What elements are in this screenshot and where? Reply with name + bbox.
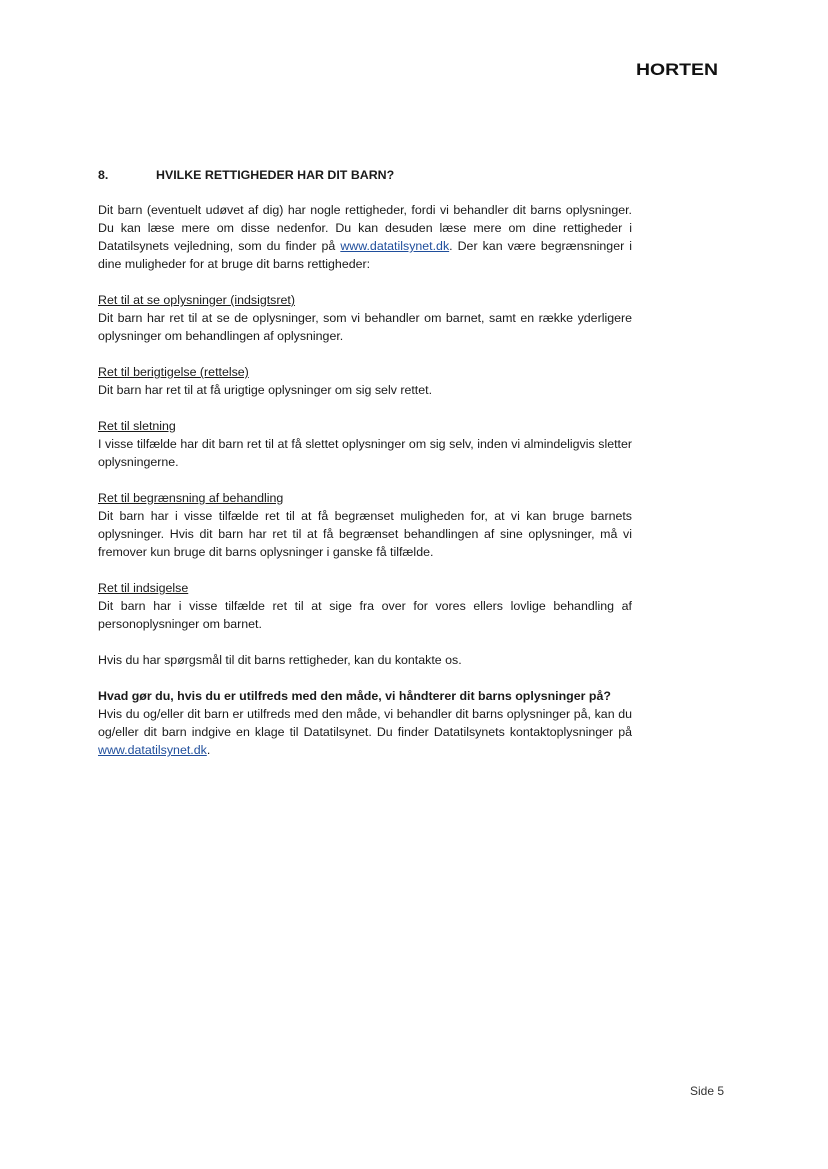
- right-title: Ret til indsigelse: [98, 581, 189, 595]
- page-number: Side 5: [690, 1084, 725, 1098]
- document-body: [98, 166, 632, 759]
- right-title: Ret til berigtigelse (rettelse): [98, 365, 249, 379]
- logo-text: HORTEN: [636, 60, 718, 78]
- complaint-paragraph: [98, 705, 632, 759]
- complaint-question: Hvad gør du, hvis du er utilfreds med den måde, vi håndterer dit barns oplysninger på?: [98, 689, 611, 703]
- right-restriction: [98, 489, 632, 561]
- section-heading: [98, 166, 632, 184]
- right-access: [98, 291, 632, 345]
- right-text: Dit barn har ret til at få urigtige oplysninger om sig selv rettet.: [98, 383, 433, 397]
- right-title: Ret til begrænsning af behandling: [98, 491, 284, 505]
- complaint-text: Hvis du og/eller dit barn er utilfreds med den måde, vi behandler dit barns oplysninger på, kan du og/eller dit barn indgive en klage til Datatilsynet. Du finder Datatilsynets kontaktoplysninger på: [98, 707, 632, 739]
- right-text: I visse tilfælde har dit barn ret til at få slettet oplysninger om sig selv, inden vi almindeligvis sletter oplysningerne.: [98, 437, 632, 469]
- section-title: HVILKE RETTIGHEDER HAR DIT BARN?: [156, 168, 395, 182]
- right-erasure: [98, 417, 632, 471]
- intro-paragraph: [98, 201, 632, 273]
- datatilsynet-link[interactable]: www.datatilsynet.dk: [98, 743, 207, 757]
- right-title: Ret til sletning: [98, 419, 176, 433]
- right-text: Dit barn har i visse tilfælde ret til at få begrænset muligheden for, at vi kan bruge barnets oplysninger. Hvis dit barn har ret til at få begrænset behandlingen af sine oplysninger, må vi fremover kun bruge dit barns oplysninger i ganske få tilfælde.: [98, 509, 632, 559]
- right-rectification: [98, 363, 632, 399]
- complaint-block: [98, 687, 632, 759]
- section-number: 8.: [98, 168, 109, 182]
- horten-logo: [636, 60, 718, 78]
- intro-text: Dit barn (eventuelt udøvet af dig) har nogle rettigheder, fordi vi behandler dit barns oplysninger. Du kan læse mere om disse nedenfor. Du kan desuden læse mere om dine rettigheder i Datatilsynets vejledning, som du finder på: [98, 203, 632, 253]
- right-title: Ret til at se oplysninger (indsigtsret): [98, 293, 295, 307]
- right-text: Dit barn har i visse tilfælde ret til at sige fra over for vores ellers lovlige behandling af personoplysninger om barnet.: [98, 599, 632, 631]
- complaint-text-end: .: [206, 743, 211, 757]
- datatilsynet-link[interactable]: www.datatilsynet.dk: [340, 239, 450, 253]
- right-objection: [98, 579, 632, 633]
- intro-text-end: . Der kan være begrænsninger i dine muligheder for at bruge dit barns rettigheder:: [98, 239, 633, 271]
- right-text: Dit barn har ret til at se de oplysninger, som vi behandler om barnet, samt en række yderligere oplysninger om behandlingen af oplysninger.: [98, 311, 632, 343]
- questions-paragraph: Hvis du har spørgsmål til dit barns rettigheder, kan du kontakte os.: [98, 653, 462, 667]
